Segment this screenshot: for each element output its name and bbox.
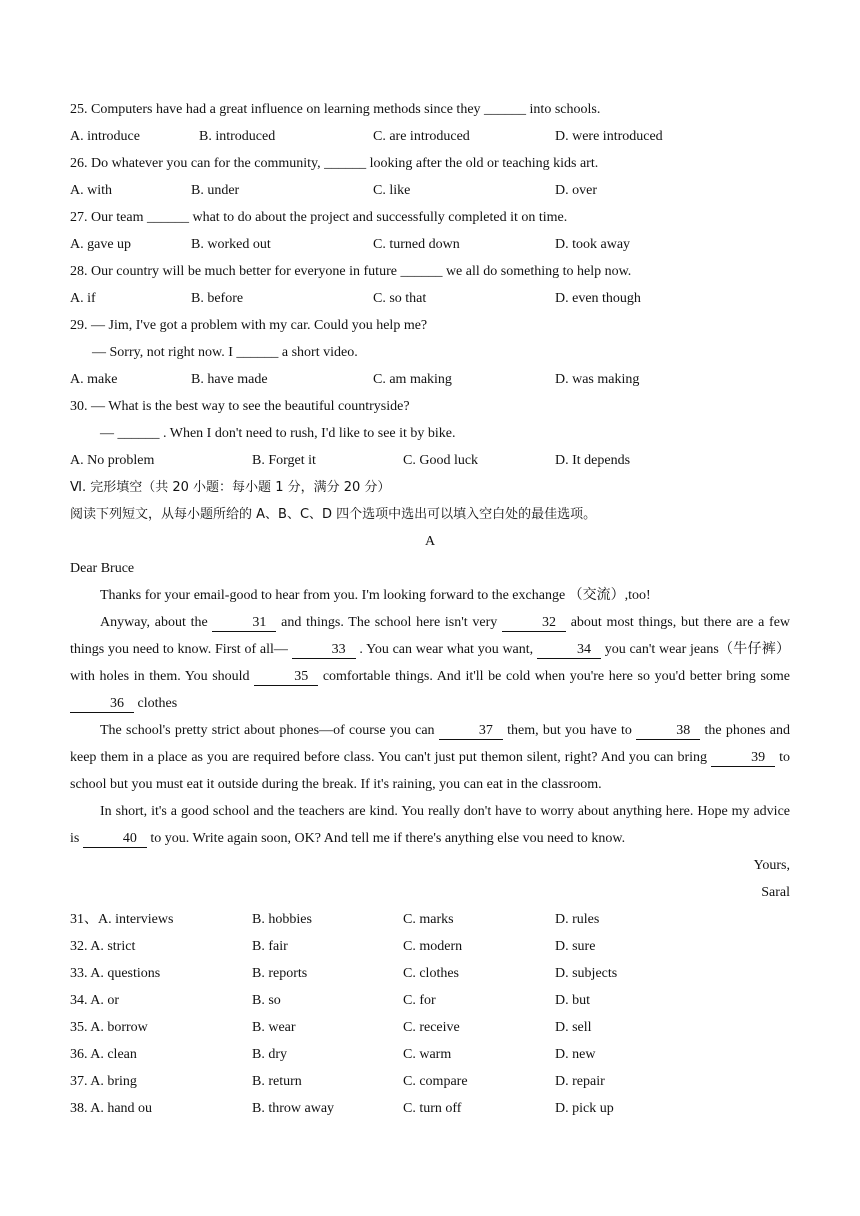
option-c: C. compare: [403, 1074, 468, 1089]
cloze-option-row: [70, 1068, 790, 1095]
text: In short, it's a good school and the teachers are kind. You really don't have to worry about anything here. Hope my advice is: [70, 804, 790, 846]
option-b: B. hobbies: [252, 912, 312, 927]
blank-32: 32: [502, 615, 566, 632]
letter-closing: Yours,: [753, 858, 790, 873]
option-c: C. marks: [403, 912, 454, 927]
text: . You can wear what you want,: [359, 642, 534, 657]
blank-40: 40: [83, 831, 147, 848]
option-a: A. introduce: [70, 129, 140, 144]
option-a: A. gave up: [70, 237, 132, 252]
text: to school but you must eat it outside during the break. If it's raining, you can eat in the classroom.: [70, 750, 791, 792]
question-26: 26. Do whatever you can for the community, ______ looking after the old or teaching kids art.: [70, 156, 599, 171]
cloze-option-row: [70, 906, 790, 933]
options-25: [70, 123, 790, 150]
option-a: 34. A. or: [70, 993, 119, 1008]
text: them, but you have to: [507, 723, 632, 738]
option-a: 36. A. clean: [70, 1047, 137, 1062]
option-b: B. reports: [252, 966, 308, 981]
option-c: C. am making: [373, 372, 452, 387]
options-26: [70, 177, 790, 204]
option-a: A. make: [70, 372, 118, 387]
option-a: 35. A. borrow: [70, 1020, 148, 1035]
text: the phones and keep them in a place as you are required before class. You can't just put themon silent, right? And you can bring: [70, 723, 791, 765]
option-a: A. with: [70, 183, 112, 198]
cloze-option-row: [70, 987, 790, 1014]
options-28: [70, 285, 790, 312]
option-b: B. have made: [191, 372, 268, 387]
option-c: C. modern: [403, 939, 463, 954]
option-c: C. receive: [403, 1020, 460, 1035]
cloze-option-row: [70, 1041, 790, 1068]
option-c: C. clothes: [403, 966, 459, 981]
cloze-option-row: [70, 960, 790, 987]
blank-38: 38: [636, 723, 700, 740]
cloze-option-row: [70, 933, 790, 960]
question-28: 28. Our country will be much better for everyone in future ______ we all do something to help now.: [70, 264, 632, 279]
option-d: D. over: [555, 183, 597, 198]
option-c: C. like: [373, 183, 411, 198]
text: comfortable things. And it'll be cold when you're here so you'd better bring some: [322, 669, 790, 684]
option-d: D. pick up: [555, 1101, 614, 1116]
option-d: D. were introduced: [555, 129, 663, 144]
cloze-option-row: [70, 1014, 790, 1041]
option-d: D. took away: [555, 237, 631, 252]
letter-paragraph-1: Thanks for your email-good to hear from you. I'm looking forward to the exchange （交流）,too!: [100, 588, 651, 603]
cloze-options-list: [70, 906, 790, 1122]
cloze-option-row: [70, 1095, 790, 1122]
option-d: D. but: [555, 993, 590, 1008]
passage-label: A: [424, 534, 436, 549]
blank-39: 39: [711, 750, 775, 767]
blank-33: 33: [292, 642, 356, 659]
option-b: B. Forget it: [252, 453, 316, 468]
option-c: C. for: [403, 993, 436, 1008]
option-d: D. rules: [555, 912, 600, 927]
option-b: B. throw away: [252, 1101, 335, 1116]
letter-paragraph-2: [70, 609, 790, 717]
option-b: B. under: [191, 183, 240, 198]
option-b: B. so: [252, 993, 281, 1008]
question-25: 25. Computers have had a great influence on learning methods since they ______ into schools.: [70, 102, 601, 117]
blank-34: 34: [537, 642, 601, 659]
options-29: [70, 366, 790, 393]
option-d: D. was making: [555, 372, 640, 387]
option-c: C. Good luck: [403, 453, 479, 468]
option-b: B. wear: [252, 1020, 296, 1035]
option-d: D. repair: [555, 1074, 605, 1089]
option-d: D. new: [555, 1047, 596, 1062]
text: clothes: [137, 696, 178, 711]
option-c: C. turn off: [403, 1101, 462, 1116]
exam-page: [70, 96, 790, 1122]
option-a: 33. A. questions: [70, 966, 161, 981]
option-c: C. warm: [403, 1047, 452, 1062]
option-a: 32. A. strict: [70, 939, 136, 954]
option-d: D. It depends: [555, 453, 631, 468]
blank-37: 37: [439, 723, 503, 740]
option-d: D. sell: [555, 1020, 592, 1035]
option-a: 31、A. interviews: [70, 912, 174, 927]
options-27: [70, 231, 790, 258]
question-30: 30. — What is the best way to see the beautiful countryside?: [70, 399, 410, 414]
option-b: B. before: [191, 291, 244, 306]
blank-31: 31: [212, 615, 276, 632]
blank-36: 36: [70, 696, 134, 713]
question-29-reply: — Sorry, not right now. I ______ a short video.: [92, 345, 358, 360]
letter-greeting: Dear Bruce: [70, 561, 135, 576]
option-b: B. dry: [252, 1047, 287, 1062]
option-c: C. turned down: [373, 237, 460, 252]
letter-signature: Saral: [761, 885, 790, 900]
option-a: 37. A. bring: [70, 1074, 137, 1089]
option-b: B. fair: [252, 939, 288, 954]
option-a: A. No problem: [70, 453, 155, 468]
option-a: A. if: [70, 291, 96, 306]
text: Anyway, about the: [100, 615, 208, 630]
text: The school's pretty strict about phones—of course you can: [100, 723, 435, 738]
option-d: D. sure: [555, 939, 596, 954]
option-b: B. return: [252, 1074, 302, 1089]
option-c: C. so that: [373, 291, 427, 306]
option-c: C. are introduced: [373, 129, 470, 144]
question-29: 29. — Jim, I've got a problem with my car. Could you help me?: [70, 318, 428, 333]
question-27: 27. Our team ______ what to do about the project and successfully completed it on time.: [70, 210, 568, 225]
option-b: B. introduced: [199, 129, 276, 144]
option-d: D. subjects: [555, 966, 618, 981]
blank-35: 35: [254, 669, 318, 686]
section-title: Ⅵ. 完形填空（共 20 小题：每小题 1 分，满分 20 分）: [70, 480, 391, 495]
option-a: 38. A. hand ou: [70, 1101, 153, 1116]
letter-paragraph-3: [70, 717, 790, 798]
text: about most things, but there are a few things you need to know. First of all—: [70, 615, 791, 657]
letter-paragraph-4: [70, 798, 790, 852]
text: to you. Write again soon, OK? And tell me if there's anything else vou need to know.: [150, 831, 626, 846]
options-30: [70, 447, 790, 474]
text: you can't wear jeans（牛仔裤） with holes in them. You should: [70, 642, 791, 684]
option-b: B. worked out: [191, 237, 271, 252]
question-30-reply: — ______ . When I don't need to rush, I'd like to see it by bike.: [100, 426, 456, 441]
text: and things. The school here isn't very: [281, 615, 498, 630]
section-instruction: 阅读下列短文，从每小题所给的 A、B、C、D 四个选项中选出可以填入空白处的最佳选项。: [70, 507, 597, 522]
option-d: D. even though: [555, 291, 641, 306]
